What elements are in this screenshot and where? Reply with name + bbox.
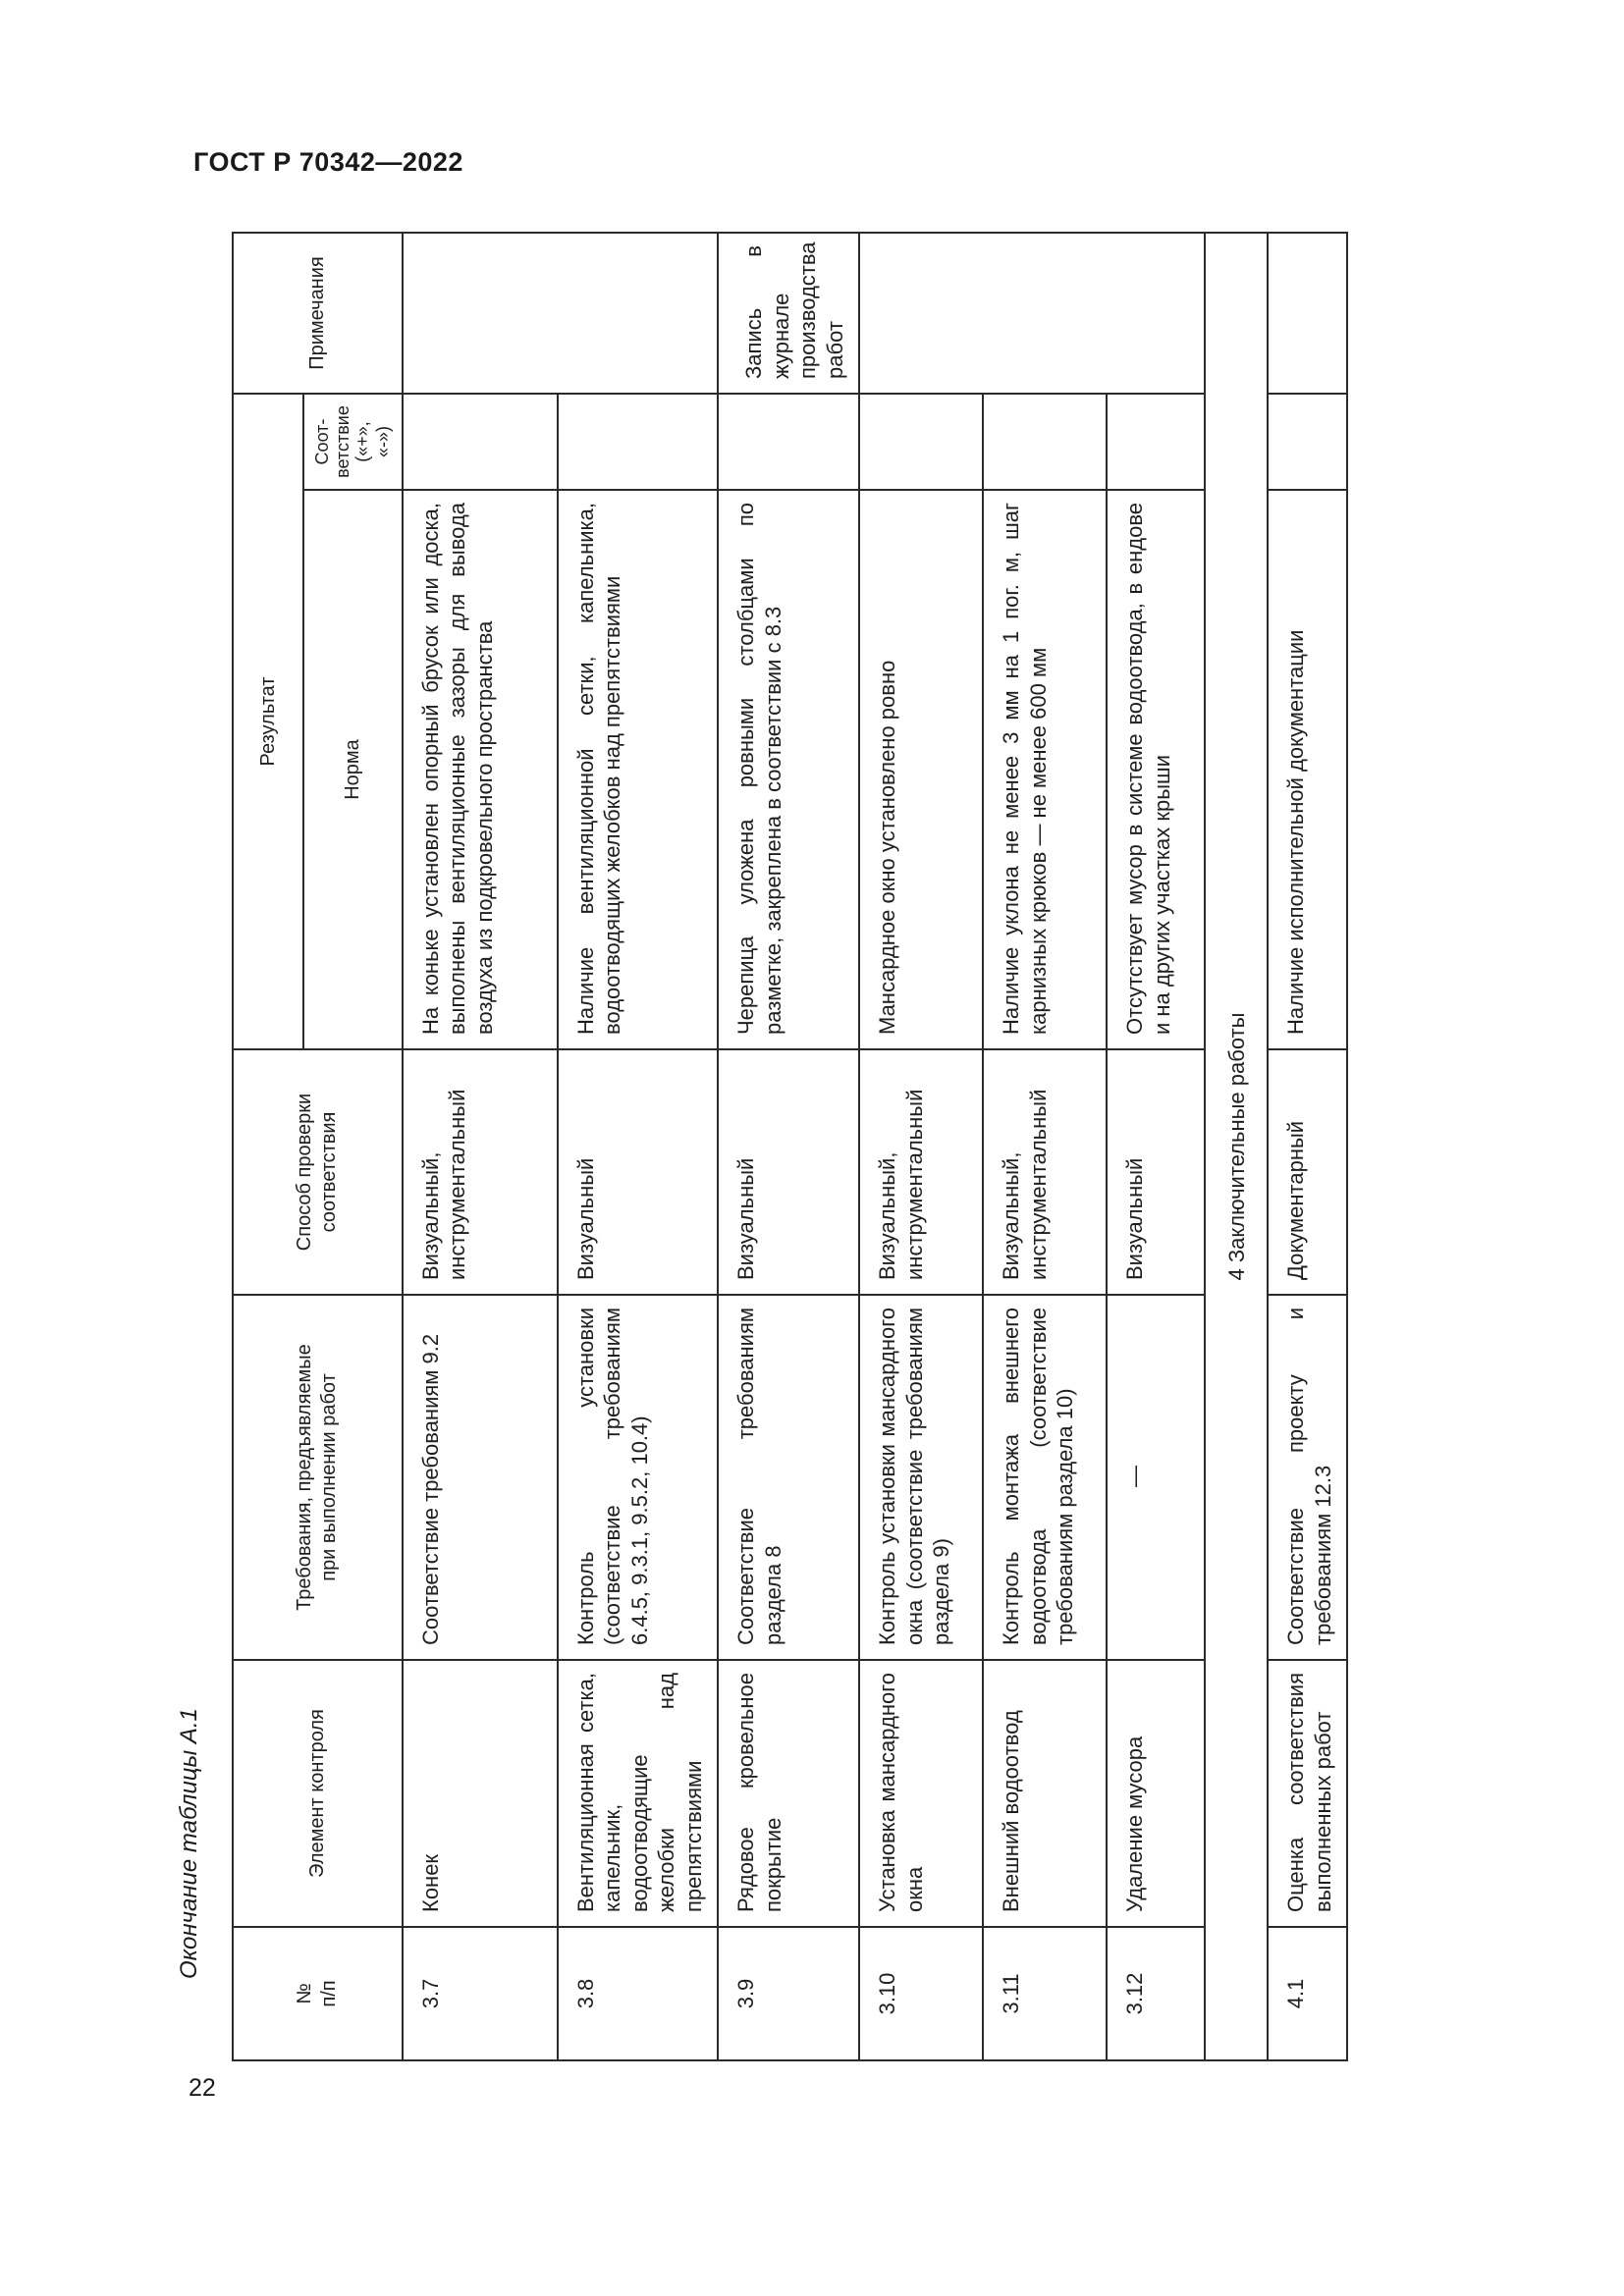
header-requirements: Требования, предъявляемые при выполнении работ [233, 1295, 403, 1660]
header-compliance: Соот- ветствие («+», «-») [303, 394, 403, 490]
table-row [983, 233, 1107, 2060]
row-method: Визуальный [718, 1049, 859, 1295]
section-row [1205, 233, 1268, 2060]
row-compliance [718, 394, 859, 490]
table-row [718, 233, 859, 2060]
row-element: Установка мансардного окна [859, 1660, 983, 1927]
row-compliance [859, 394, 983, 490]
header-num: № п/п [233, 1927, 403, 2060]
header-norm: Норма [303, 490, 403, 1049]
row-method: Визуальный [1107, 1049, 1205, 1295]
row-num: 3.9 [718, 1927, 859, 2060]
section-title: 4 Заключительные работы [1205, 233, 1268, 2060]
row-notes [1268, 233, 1347, 394]
row-method: Визуальный, инструментальный [983, 1049, 1107, 1295]
document-standard-code: ГОСТ Р 70342—2022 [193, 147, 463, 177]
row-notes: Запись в журнале производства работ [718, 233, 859, 394]
row-element: Оценка соответствия выполненных работ [1268, 1660, 1347, 1927]
row-requirements: — [1107, 1295, 1205, 1660]
row-requirements: Контроль установки мансардного окна (соответствие требованиям раздела 9) [859, 1295, 983, 1660]
table-header-row-1 [233, 233, 303, 2060]
row-norm: Мансардное окно установлено ровно [859, 490, 983, 1049]
table-caption: Окончание таблицы А.1 [176, 1708, 202, 1979]
control-table [232, 232, 1348, 2061]
row-compliance [558, 394, 719, 490]
header-method: Способ проверки соответствия [233, 1049, 403, 1295]
row-requirements: Соответствие проекту и требованиям 12.3 [1268, 1295, 1347, 1660]
row-num: 3.11 [983, 1927, 1107, 2060]
table-row [1268, 233, 1347, 2060]
row-requirements: Соответствие требованиям 9.2 [403, 1295, 558, 1660]
table-row [558, 233, 719, 2060]
row-method: Визуальный, инструментальный [859, 1049, 983, 1295]
row-num: 4.1 [1268, 1927, 1347, 2060]
header-notes: Примечания [233, 233, 403, 394]
table-row [1107, 233, 1205, 2060]
row-method: Визуальный, инструментальный [403, 1049, 558, 1295]
row-element: Рядовое кровельное покрытие [718, 1660, 859, 1927]
row-num: 3.12 [1107, 1927, 1205, 2060]
header-element: Элемент контроля [233, 1660, 403, 1927]
row-norm: Отсутствует мусор в системе водоотвода, в ендове и на других участках крыши [1107, 490, 1205, 1049]
row-norm: Наличие исполнительной документации [1268, 490, 1347, 1049]
row-compliance [1107, 394, 1205, 490]
row-requirements: Контроль установки (соответствие требованиям 6.4.5, 9.3.1, 9.5.2, 10.4) [558, 1295, 719, 1660]
row-method: Документарный [1268, 1049, 1347, 1295]
row-notes [403, 233, 719, 394]
row-num: 3.8 [558, 1927, 719, 2060]
row-num: 3.7 [403, 1927, 558, 2060]
row-element: Удаление мусора [1107, 1660, 1205, 1927]
row-compliance [983, 394, 1107, 490]
row-compliance [403, 394, 558, 490]
row-norm: Наличие вентиляционной сетки, капельника, водоотводящих желобков над препятствиями [558, 490, 719, 1049]
row-compliance [1268, 394, 1347, 490]
row-element: Вентиляционная сетка, капельник, водоотводящие желобки над препятствиями [558, 1660, 719, 1927]
page-number: 22 [189, 2074, 216, 2102]
header-result: Результат [233, 394, 303, 1049]
row-element: Конек [403, 1660, 558, 1927]
row-element: Внешний водоотвод [983, 1660, 1107, 1927]
row-requirements: Соответствие требованиям раздела 8 [718, 1295, 859, 1660]
table-row [403, 233, 558, 2060]
row-norm: Наличие уклона не менее 3 мм на 1 пог. м, шаг карнизных крюков — не менее 600 мм [983, 490, 1107, 1049]
row-num: 3.10 [859, 1927, 983, 2060]
row-norm: Черепица уложена ровными столбцами по разметке, закреплена в соответствии с 8.3 [718, 490, 859, 1049]
row-method: Визуальный [558, 1049, 719, 1295]
row-notes [859, 233, 1205, 394]
row-norm: На коньке установлен опорный брусок или доска, выполнены вентиляционные зазоры для вывода воздуха из подкровельного пространства [403, 490, 558, 1049]
row-requirements: Контроль монтажа внешнего водоотвода (соответствие требованиям раздела 10) [983, 1295, 1107, 1660]
table-row [859, 233, 983, 2060]
rotated-table-container [232, 234, 1335, 2061]
